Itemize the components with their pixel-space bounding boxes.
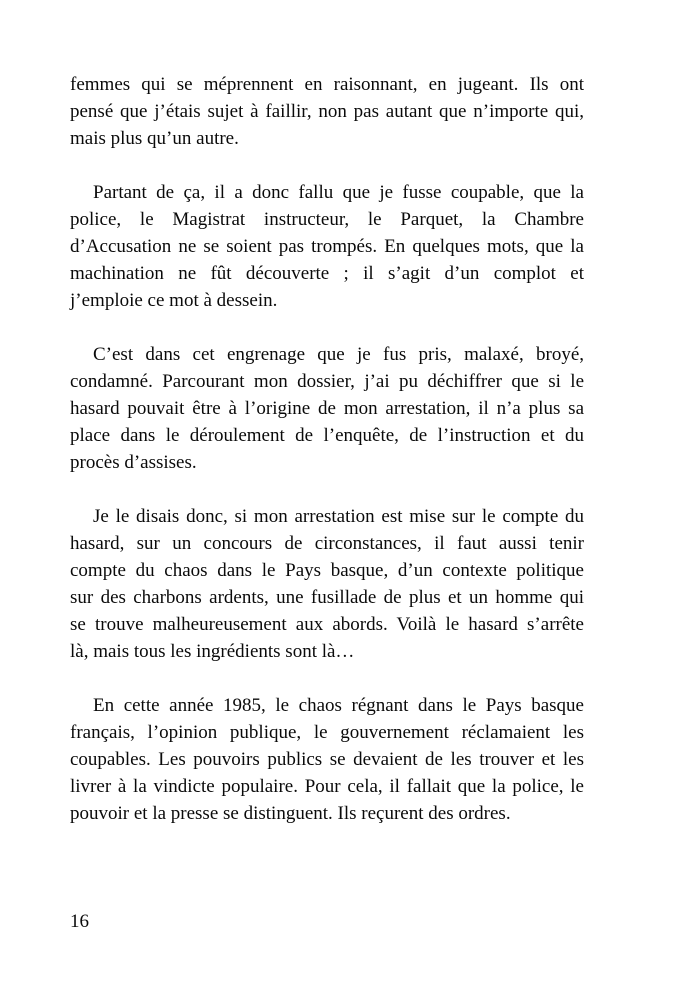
text-line: C’est dans cet engrenage que je fus pris, malaxé, broyé, <box>93 344 584 365</box>
text-line: En cette année 1985, le chaos régnant dans le Pays basque <box>93 695 584 716</box>
text-line: pouvoir et la presse se distinguent. Ils reçurent des ordres. <box>70 803 511 824</box>
paragraph <box>70 71 584 152</box>
text-line: police, le Magistrat instructeur, le Parquet, la Chambre <box>70 209 584 230</box>
text-line: livrer à la vindicte populaire. Pour cela, il fallait que la police, le <box>70 776 584 797</box>
paragraph <box>70 341 584 476</box>
text-line: Partant de ça, il a donc fallu que je fusse coupable, que la <box>93 182 584 203</box>
text-line: sur des charbons ardents, une fusillade de plus et un homme qui <box>70 587 584 608</box>
text-line: d’Accusation ne se soient pas trompés. En quelques mots, que la <box>70 236 584 257</box>
text-line: condamné. Parcourant mon dossier, j’ai pu déchiffrer que si le <box>70 371 584 392</box>
text-line: se trouve malheureusement aux abords. Voilà le hasard s’arrête <box>70 614 584 635</box>
text-line: là, mais tous les ingrédients sont là… <box>70 641 355 662</box>
text-line: femmes qui se méprennent en raisonnant, en jugeant. Ils ont <box>70 74 584 95</box>
text-line: place dans le déroulement de l’enquête, de l’instruction et du <box>70 425 584 446</box>
paragraph <box>70 503 584 665</box>
text-line: Je le disais donc, si mon arrestation est mise sur le compte du <box>93 506 584 527</box>
text-line: j’emploie ce mot à dessein. <box>70 290 278 311</box>
text-line: machination ne fût découverte ; il s’agit d’un complot et <box>70 263 584 284</box>
text-line: compte du chaos dans le Pays basque, d’un contexte politique <box>70 560 584 581</box>
body-text <box>70 71 584 827</box>
paragraph <box>70 179 584 314</box>
text-line: hasard, sur un concours de circonstances, il faut aussi tenir <box>70 533 584 554</box>
text-line: hasard pouvait être à l’origine de mon arrestation, il n’a plus sa <box>70 398 584 419</box>
text-line: procès d’assises. <box>70 452 197 473</box>
page-number: 16 <box>70 911 89 932</box>
text-line: mais plus qu’un autre. <box>70 128 239 149</box>
text-line: français, l’opinion publique, le gouvernement réclamaient les <box>70 722 584 743</box>
paragraph <box>70 692 584 827</box>
text-line: coupables. Les pouvoirs publics se devaient de les trouver et les <box>70 749 584 770</box>
text-line: pensé que j’étais sujet à faillir, non pas autant que n’importe qui, <box>70 101 584 122</box>
